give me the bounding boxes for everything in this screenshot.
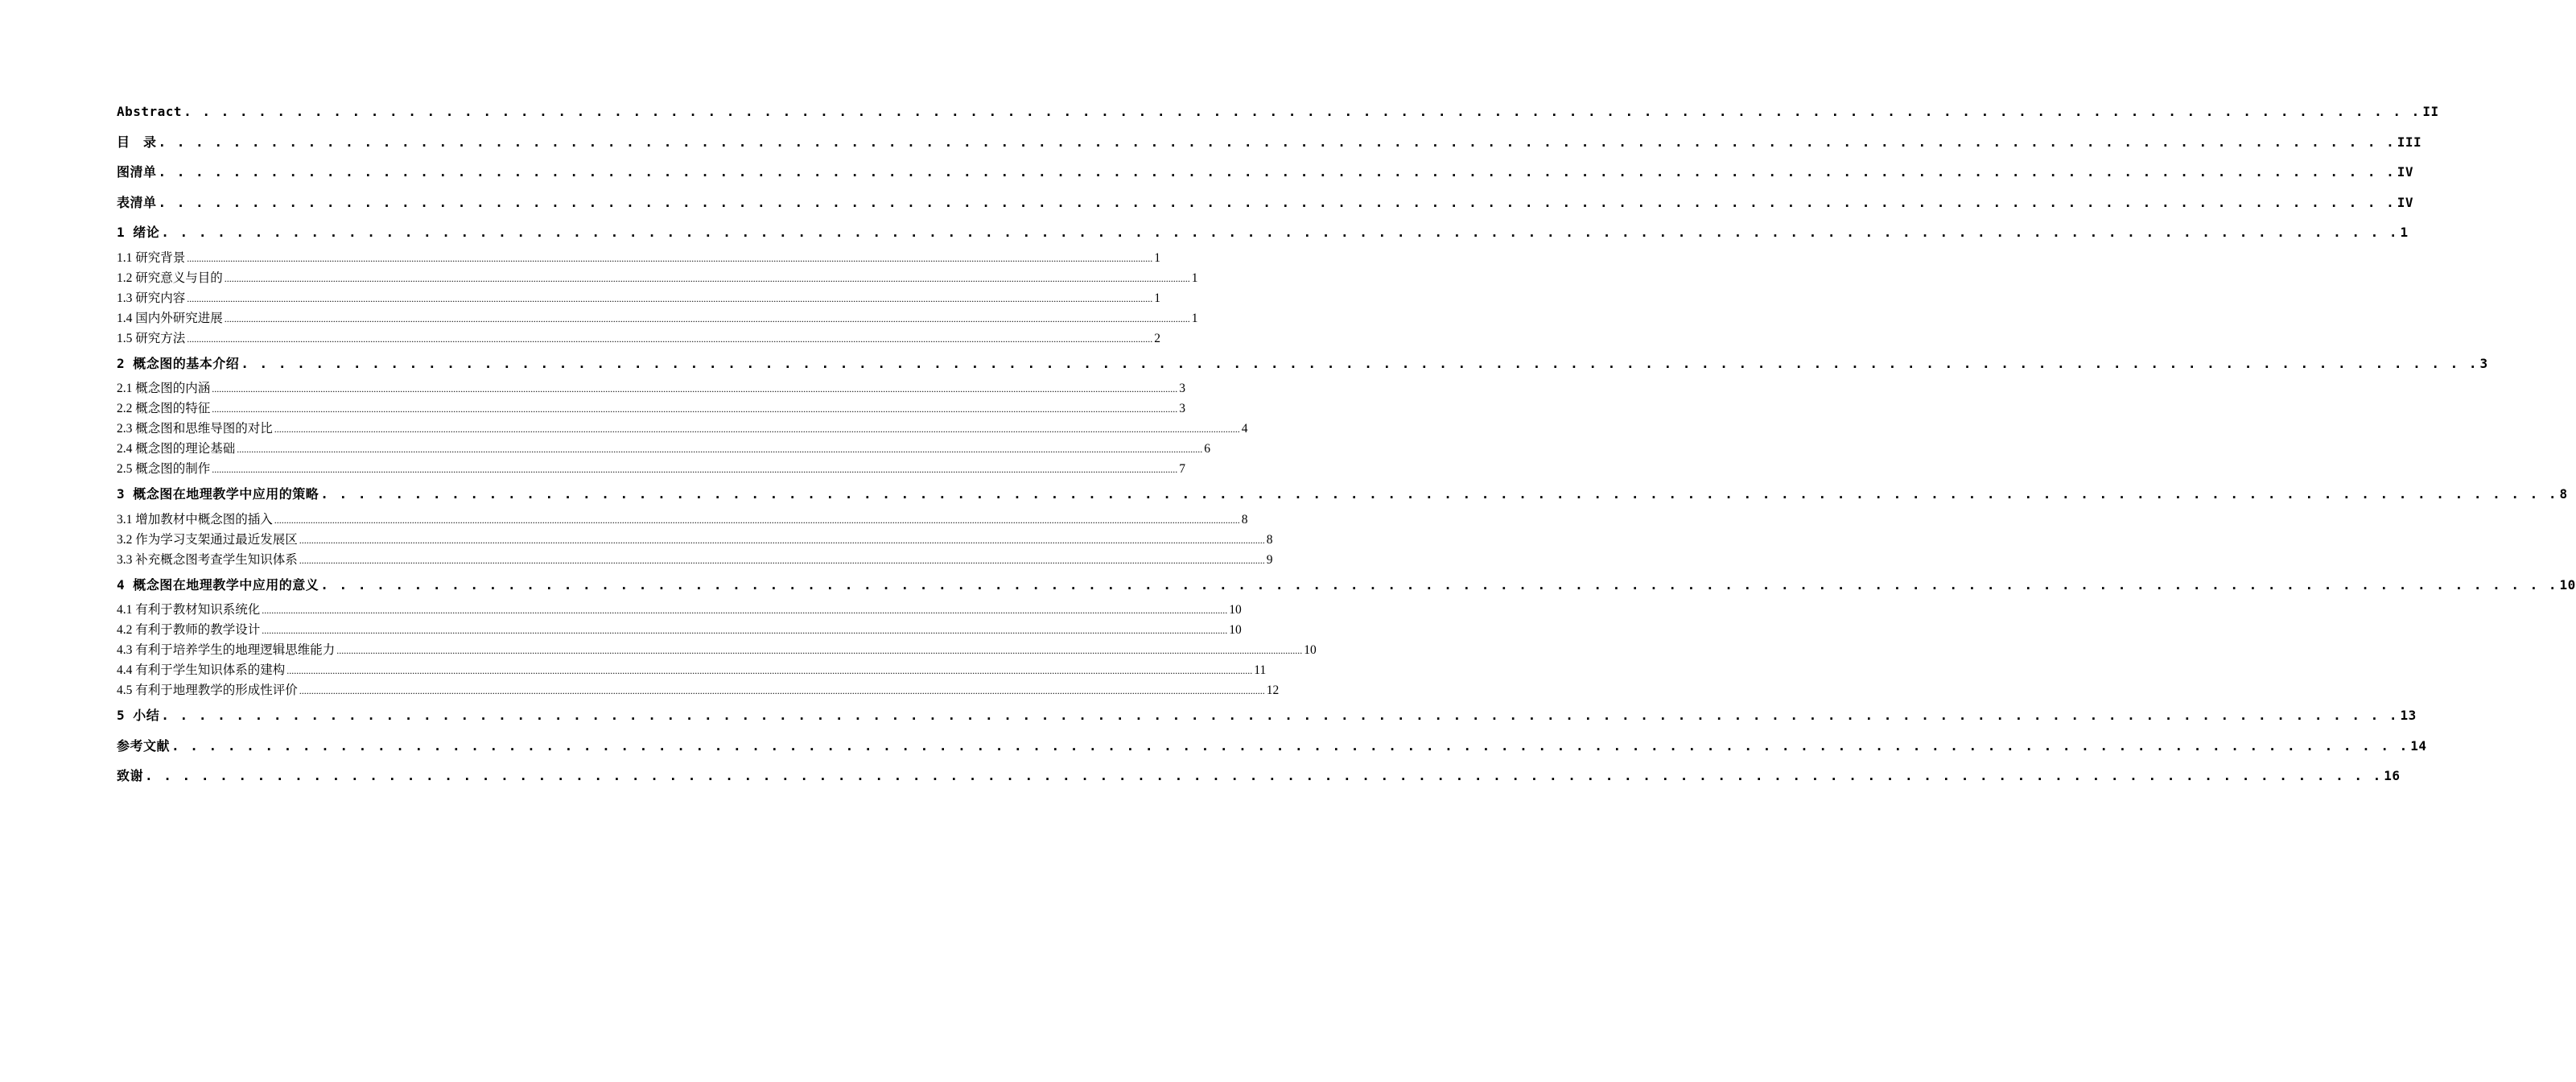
toc-chapter-entry[interactable] — [117, 761, 2401, 791]
toc-entry-page-number: 11 — [1254, 663, 1267, 677]
toc-chapter-entry[interactable] — [117, 127, 2422, 158]
toc-dot-leader: ................................................................................................................................................................................................................................................................................................................................................................................................................ — [336, 645, 1303, 656]
toc-entry-page-number: III — [2397, 134, 2422, 150]
toc-dot-leader: . . . . . . . . . . . . . . . . . . . . . . . . . . . . . . . . . . . . . . . . . . . . . . . . . . . . . . . . . . . . . . . . . . . . . . . . . . . . . . . . . . . . . . . . . . . . . . . . . . . . . . . . . . . . . . . . . . . . . . . . — [171, 737, 2409, 754]
toc-entry-page-number: 1 — [1154, 291, 1161, 305]
toc-section-entry[interactable] — [117, 550, 1273, 570]
toc-section-entry[interactable] — [117, 600, 1242, 620]
toc-entry-title: 3.3 补充概念图考查学生知识体系 — [117, 552, 298, 567]
toc-section-entry[interactable] — [117, 640, 1317, 660]
toc-entry-title: 2.2 概念图的特征 — [117, 402, 211, 415]
toc-dot-leader: ................................................................................................................................................................................................................................................................................................................................................................................................................ — [299, 554, 1265, 566]
toc-entry-title: 1.3 研究内容 — [117, 291, 186, 305]
toc-section-entry[interactable] — [117, 419, 1248, 439]
toc-dot-leader: . . . . . . . . . . . . . . . . . . . . . . . . . . . . . . . . . . . . . . . . . . . . . . . . . . . . . . . . . . . . . . . . . . . . . . . . . . . . . . . . . . . . . . . . . . . . . . . . . . . . . . . . . . . . . . . . . . . . . . . . — [158, 134, 2396, 150]
toc-entry-title: 4.5 有利于地理教学的形成性评价 — [117, 683, 298, 697]
toc-entry-page-number: 9 — [1266, 552, 1273, 567]
toc-entry-title: 目 录 — [117, 134, 157, 150]
toc-entry-page-number: IV — [2397, 164, 2414, 180]
toc-entry-page-number: 6 — [1204, 442, 1211, 456]
toc-dot-leader: ................................................................................................................................................................................................................................................................................................................................................................................................................ — [262, 605, 1228, 616]
toc-entry-title: 1.2 研究意义与目的 — [117, 270, 223, 285]
toc-chapter-entry[interactable] — [117, 188, 2414, 218]
toc-dot-leader: . . . . . . . . . . . . . . . . . . . . . . . . . . . . . . . . . . . . . . . . . . . . . . . . . . . . . . . . . . . . . . . . . . . . . . . . . . . . . . . . . . . . . . . . . . . . . . . . . . . . . . . . . . . . . . . . . . . . . . . . — [183, 104, 2421, 119]
toc-dot-leader: ................................................................................................................................................................................................................................................................................................................................................................................................................ — [237, 444, 1203, 455]
toc-entry-page-number: IV — [2397, 194, 2414, 210]
toc-entry-title: 4.4 有利于学生知识体系的建构 — [117, 663, 286, 677]
toc-section-entry[interactable] — [117, 620, 1242, 640]
toc-section-entry[interactable] — [117, 268, 1198, 288]
toc-entry-page-number: 10 — [1304, 643, 1317, 657]
toc-dot-leader: . . . . . . . . . . . . . . . . . . . . . . . . . . . . . . . . . . . . . . . . . . . . . . . . . . . . . . . . . . . . . . . . . . . . . . . . . . . . . . . . . . . . . . . . . . . . . . . . . . . . . . . . . . . . . . . . . . . . . . . . — [161, 708, 2399, 723]
toc-entry-title: 1 绪论 — [117, 225, 160, 240]
toc-chapter-entry[interactable] — [117, 479, 2568, 510]
toc-entry-page-number: 13 — [2400, 708, 2417, 723]
toc-entry-title: 3 概念图在地理教学中应用的策略 — [117, 486, 319, 502]
toc-entry-title: 4 概念图在地理教学中应用的意义 — [117, 576, 319, 593]
toc-section-entry[interactable] — [117, 328, 1161, 349]
toc-dot-leader: . . . . . . . . . . . . . . . . . . . . . . . . . . . . . . . . . . . . . . . . . . . . . . . . . . . . . . . . . . . . . . . . . . . . . . . . . . . . . . . . . . . . . . . . . . . . . . . . . . . . . . . . . . . . . . . . . . . . . . . . — [145, 768, 2383, 783]
toc-entry-page-number: 16 — [2384, 768, 2401, 783]
toc-entry-page-number: 8 — [2559, 486, 2568, 502]
toc-entry-page-number: 10 — [1229, 623, 1242, 637]
toc-entry-page-number: 12 — [1266, 683, 1280, 697]
toc-chapter-entry[interactable] — [117, 700, 2417, 731]
toc-dot-leader: ................................................................................................................................................................................................................................................................................................................................................................................................................ — [224, 272, 1190, 284]
toc-entry-title: 参考文献 — [117, 737, 171, 754]
toc-dot-leader: ................................................................................................................................................................................................................................................................................................................................................................................................................ — [262, 625, 1228, 636]
toc-dot-leader: ................................................................................................................................................................................................................................................................................................................................................................................................................ — [224, 312, 1190, 324]
toc-section-entry[interactable] — [117, 459, 1186, 479]
toc-dot-leader: . . . . . . . . . . . . . . . . . . . . . . . . . . . . . . . . . . . . . . . . . . . . . . . . . . . . . . . . . . . . . . . . . . . . . . . . . . . . . . . . . . . . . . . . . . . . . . . . . . . . . . . . . . . . . . . . . . . . . . . . — [320, 486, 2558, 502]
toc-entry-title: 2.1 概念图的内涵 — [117, 382, 211, 395]
toc-entry-title: 3.1 增加教材中概念图的插入 — [117, 512, 273, 527]
toc-entry-page-number: 3 — [1179, 402, 1186, 415]
toc-entry-page-number: II — [2422, 104, 2439, 119]
toc-entry-page-number: 10 — [1229, 603, 1242, 617]
toc-chapter-entry[interactable] — [117, 349, 2488, 379]
toc-entry-page-number: 1 — [2400, 225, 2409, 240]
toc-dot-leader: ................................................................................................................................................................................................................................................................................................................................................................................................................ — [299, 685, 1265, 696]
toc-entry-title: 2.5 概念图的制作 — [117, 462, 211, 476]
toc-dot-leader: ................................................................................................................................................................................................................................................................................................................................................................................................................ — [274, 514, 1240, 526]
toc-entry-page-number: 2 — [1154, 331, 1161, 345]
toc-dot-leader: ................................................................................................................................................................................................................................................................................................................................................................................................................ — [274, 423, 1240, 435]
toc-dot-leader: . . . . . . . . . . . . . . . . . . . . . . . . . . . . . . . . . . . . . . . . . . . . . . . . . . . . . . . . . . . . . . . . . . . . . . . . . . . . . . . . . . . . . . . . . . . . . . . . . . . . . . . . . . . . . . . . . . . . . . . . — [158, 164, 2396, 180]
toc-entry-title: 3.2 作为学习支架通过最近发展区 — [117, 532, 298, 547]
toc-chapter-entry[interactable] — [117, 731, 2427, 762]
toc-entry-title: 1.4 国内外研究进展 — [117, 311, 223, 325]
toc-section-entry[interactable] — [117, 308, 1198, 328]
toc-dot-leader: ................................................................................................................................................................................................................................................................................................................................................................................................................ — [286, 665, 1253, 676]
toc-entry-page-number: 7 — [1179, 462, 1186, 476]
toc-entry-title: 图清单 — [117, 164, 157, 180]
toc-dot-leader: ................................................................................................................................................................................................................................................................................................................................................................................................................ — [299, 534, 1265, 546]
toc-dot-leader: ................................................................................................................................................................................................................................................................................................................................................................................................................ — [212, 403, 1178, 415]
toc-entry-title: 2.3 概念图和思维导图的对比 — [117, 422, 273, 436]
toc-entry-page-number: 8 — [1266, 532, 1273, 547]
toc-section-entry[interactable] — [117, 248, 1161, 268]
toc-entry-page-number: 10 — [2559, 576, 2576, 593]
toc-dot-leader: ................................................................................................................................................................................................................................................................................................................................................................................................................ — [212, 464, 1178, 475]
toc-chapter-entry[interactable] — [117, 217, 2409, 248]
toc-chapter-entry[interactable] — [117, 157, 2414, 188]
toc-dot-leader: . . . . . . . . . . . . . . . . . . . . . . . . . . . . . . . . . . . . . . . . . . . . . . . . . . . . . . . . . . . . . . . . . . . . . . . . . . . . . . . . . . . . . . . . . . . . . . . . . . . . . . . . . . . . . . . . . . . . . . . . — [320, 576, 2558, 593]
toc-entry-title: 2 概念图的基本介绍 — [117, 355, 240, 371]
toc-dot-leader: . . . . . . . . . . . . . . . . . . . . . . . . . . . . . . . . . . . . . . . . . . . . . . . . . . . . . . . . . . . . . . . . . . . . . . . . . . . . . . . . . . . . . . . . . . . . . . . . . . . . . . . . . . . . . . . . . . . . . . . . — [161, 225, 2399, 240]
table-of-contents — [117, 97, 2576, 791]
toc-section-entry[interactable] — [117, 510, 1248, 530]
toc-section-entry[interactable] — [117, 288, 1161, 308]
toc-entry-page-number: 1 — [1191, 270, 1198, 285]
toc-entry-title: 表清单 — [117, 194, 157, 210]
toc-dot-leader: . . . . . . . . . . . . . . . . . . . . . . . . . . . . . . . . . . . . . . . . . . . . . . . . . . . . . . . . . . . . . . . . . . . . . . . . . . . . . . . . . . . . . . . . . . . . . . . . . . . . . . . . . . . . . . . . . . . . . . . . — [158, 194, 2396, 210]
toc-section-entry[interactable] — [117, 680, 1280, 700]
toc-section-entry[interactable] — [117, 530, 1273, 550]
toc-entry-title: 1.1 研究背景 — [117, 250, 186, 265]
toc-entry-title: 5 小结 — [117, 708, 160, 723]
toc-entry-page-number: 3 — [1179, 382, 1186, 395]
toc-entry-page-number: 3 — [2479, 355, 2488, 371]
toc-dot-leader: ................................................................................................................................................................................................................................................................................................................................................................................................................ — [187, 252, 1153, 264]
toc-entry-page-number: 1 — [1191, 311, 1198, 325]
toc-dot-leader: ................................................................................................................................................................................................................................................................................................................................................................................................................ — [187, 332, 1153, 345]
toc-entry-title: 4.1 有利于教材知识系统化 — [117, 603, 261, 617]
toc-section-entry[interactable] — [117, 378, 1186, 399]
toc-entry-title: 4.3 有利于培养学生的地理逻辑思维能力 — [117, 643, 336, 657]
toc-chapter-entry[interactable] — [117, 97, 2439, 127]
toc-section-entry[interactable] — [117, 439, 1211, 459]
toc-entry-page-number: 4 — [1241, 422, 1248, 436]
toc-dot-leader: ................................................................................................................................................................................................................................................................................................................................................................................................................ — [212, 383, 1178, 394]
toc-entry-title: 致谢 — [117, 768, 144, 783]
toc-dot-leader: . . . . . . . . . . . . . . . . . . . . . . . . . . . . . . . . . . . . . . . . . . . . . . . . . . . . . . . . . . . . . . . . . . . . . . . . . . . . . . . . . . . . . . . . . . . . . . . . . . . . . . . . . . . . . . . . . . . . . . . . — [241, 355, 2479, 371]
toc-section-entry[interactable] — [117, 660, 1267, 680]
toc-entry-title: 4.2 有利于教师的教学设计 — [117, 623, 261, 637]
toc-entry-page-number: 1 — [1154, 250, 1161, 265]
toc-entry-title: Abstract — [117, 104, 183, 119]
toc-section-entry[interactable] — [117, 399, 1186, 419]
toc-dot-leader: ................................................................................................................................................................................................................................................................................................................................................................................................................ — [187, 292, 1153, 304]
toc-entry-page-number: 8 — [1241, 512, 1248, 527]
toc-entry-page-number: 14 — [2410, 737, 2427, 754]
toc-chapter-entry[interactable] — [117, 570, 2576, 601]
toc-entry-title: 1.5 研究方法 — [117, 331, 186, 345]
toc-entry-title: 2.4 概念图的理论基础 — [117, 442, 236, 456]
